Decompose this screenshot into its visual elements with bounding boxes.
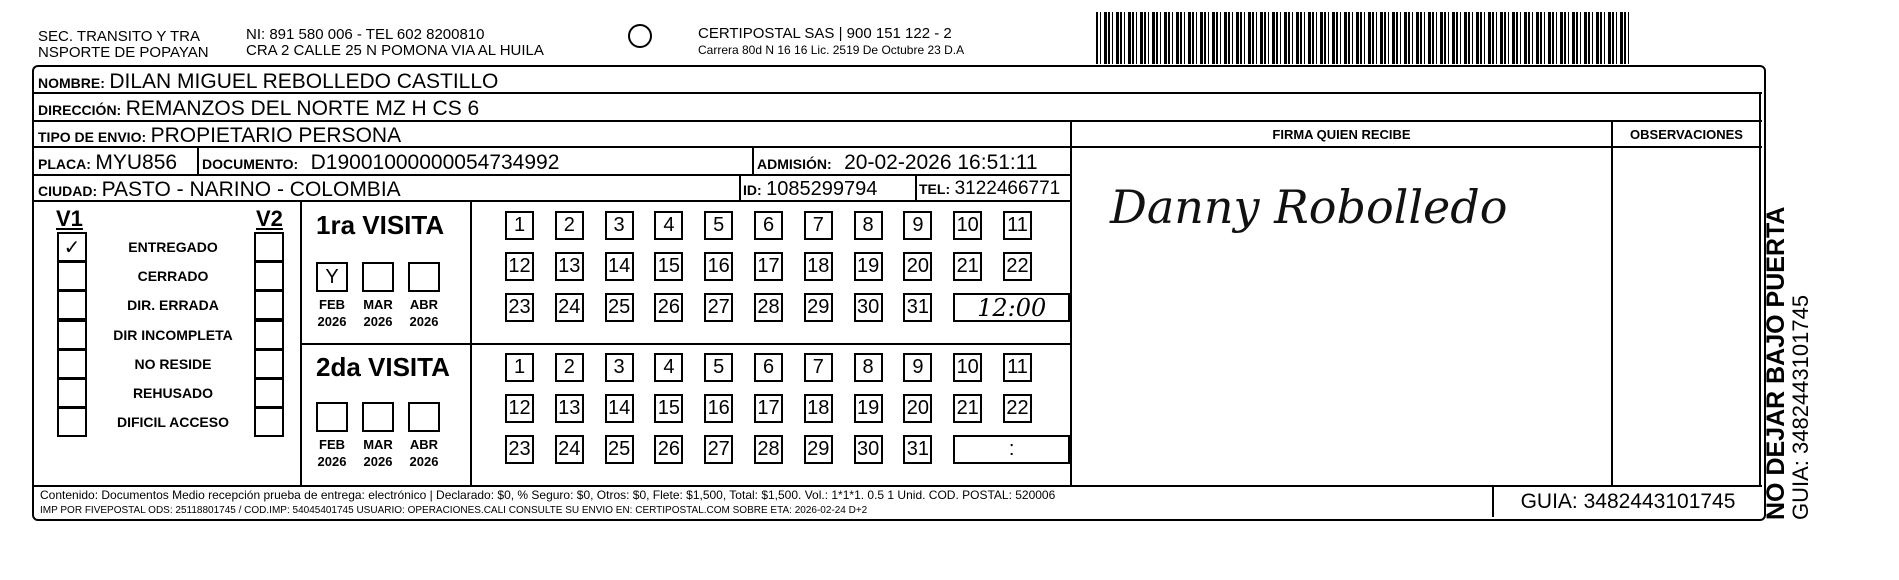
- visit2-month-name-1: MAR: [363, 437, 393, 452]
- visit2-month-box-1[interactable]: [362, 402, 394, 432]
- visit1-month-name-0: FEB: [319, 297, 345, 312]
- tel-row: [919, 178, 1060, 200]
- visit1-day-21[interactable]: 21: [953, 252, 982, 281]
- id-row: [743, 178, 877, 201]
- visit2-day-11[interactable]: 11: [1003, 353, 1032, 382]
- visit2-month-box-0[interactable]: [316, 402, 348, 432]
- status-label-5: REHUSADO: [132, 385, 214, 401]
- ciudad-value: PASTO - NARINO - COLOMBIA: [101, 178, 401, 201]
- documento-row: [202, 151, 559, 175]
- v1-checkbox-4[interactable]: [57, 349, 87, 379]
- v2-checkbox-1[interactable]: [254, 261, 284, 291]
- visit2-day-19[interactable]: 19: [854, 394, 883, 423]
- visit2-day-18[interactable]: 18: [804, 394, 833, 423]
- placa-value: MYU856: [95, 151, 178, 174]
- visit1-day-26[interactable]: 26: [654, 293, 683, 322]
- visit2-month-year-2: 2026: [409, 454, 439, 469]
- side-line2: GUIA: 3482443101745: [1788, 294, 1813, 520]
- visit1-month-name-2: ABR: [409, 297, 439, 312]
- status-label-2: DIR. ERRADA: [127, 297, 219, 314]
- visit2-time-box[interactable]: :: [953, 435, 1070, 464]
- visit1-month-year-1: 2026: [363, 314, 393, 329]
- side-text: [1762, 80, 1812, 520]
- direccion-value: REMANZOS DEL NORTE MZ H CS 6: [125, 97, 480, 120]
- visit1-title: 1ra VISITA: [316, 210, 445, 240]
- direccion-row: [38, 97, 479, 121]
- v2-checkbox-5[interactable]: [254, 378, 284, 408]
- nombre-label: NOMBRE:: [38, 75, 105, 91]
- visit1-day-30[interactable]: 30: [854, 293, 883, 322]
- status-label-1: CERRADO: [137, 268, 209, 285]
- v2-checkbox-0[interactable]: [254, 232, 284, 262]
- v1-checkbox-5[interactable]: [57, 378, 87, 408]
- visit1-day-9[interactable]: 9: [903, 211, 932, 240]
- barcode: [1096, 12, 1631, 64]
- visit2-day-4[interactable]: 4: [654, 353, 683, 382]
- nit-line2: CRA 2 CALLE 25 N POMONA VIA AL HUILA: [246, 42, 544, 59]
- visit2-day-26[interactable]: 26: [654, 435, 683, 464]
- admision-label: ADMISIÓN:: [757, 156, 832, 172]
- company-block: [698, 26, 964, 58]
- visit2-day-1[interactable]: 1: [505, 353, 534, 382]
- visit1-day-17[interactable]: 17: [754, 252, 783, 281]
- footer-line1: Contenido: Documentos Medio recepción prueba de entrega: electrónico | Declarado: $0, % Seguro: $0, Otros: $0, Flete: $1,500, Total: $1,500. Vol.: 1*1*1. 0.5 1 Unid. COD. POSTAL: 520006: [40, 488, 1056, 502]
- visit1-day-11[interactable]: 11: [1003, 211, 1032, 240]
- placa-label: PLACA:: [38, 156, 91, 172]
- v2-checkbox-3[interactable]: [254, 320, 284, 350]
- visit2-day-30[interactable]: 30: [854, 435, 883, 464]
- footer-line2: IMP POR FIVEPOSTAL ODS: 25118801745 / COD.IMP: 54045401745 USUARIO: OPERACIONES.CALI CONSULTE SU ENVIO EN: CERTIPOSTAL.COM SOBRE ETA: 2026-02-24 D+2: [40, 505, 868, 516]
- tipo-value: PROPIETARIO PERSONA: [150, 124, 402, 147]
- visit1-day-3[interactable]: 3: [605, 211, 634, 240]
- company-line1: CERTIPOSTAL SAS | 900 151 122 - 2: [698, 25, 952, 42]
- visit1-month-box-1[interactable]: [362, 262, 394, 292]
- visit1-day-27[interactable]: 27: [704, 293, 733, 322]
- company-line2: Carrera 80d N 16 16 Lic. 2519 De Octubre 23 D.A: [698, 43, 965, 57]
- visit2-day-9[interactable]: 9: [903, 353, 932, 382]
- tipo-row: [38, 124, 401, 148]
- v1-checkbox-2[interactable]: [57, 290, 87, 320]
- visit2-day-25[interactable]: 25: [605, 435, 634, 464]
- visit2-day-12[interactable]: 12: [505, 394, 534, 423]
- v2-checkbox-4[interactable]: [254, 349, 284, 379]
- id-label: ID:: [743, 182, 762, 198]
- visit1-month-name-1: MAR: [363, 297, 393, 312]
- visit1-month-year-2: 2026: [409, 314, 439, 329]
- v1-checkbox-1[interactable]: [57, 261, 87, 291]
- status-label-3: DIR INCOMPLETA: [113, 326, 233, 343]
- visit2-day-13[interactable]: 13: [555, 394, 584, 423]
- placa-row: [38, 151, 177, 175]
- visit2-month-name-0: FEB: [319, 437, 345, 452]
- visit1-day-18[interactable]: 18: [804, 252, 833, 281]
- visit1-day-29[interactable]: 29: [804, 293, 833, 322]
- visit1-day-2[interactable]: 2: [555, 211, 584, 240]
- direccion-label: DIRECCIÓN:: [38, 102, 122, 118]
- visit1-day-4[interactable]: 4: [654, 211, 683, 240]
- footer-guia: GUIA: 3482443101745: [1492, 487, 1762, 517]
- visit1-time-box[interactable]: 12:00: [953, 293, 1070, 322]
- v1-checkbox-6[interactable]: [57, 407, 87, 437]
- visit2-month-box-2[interactable]: [408, 402, 440, 432]
- visit2-day-28[interactable]: 28: [754, 435, 783, 464]
- visit1-day-1[interactable]: 1: [505, 211, 534, 240]
- visit2-day-5[interactable]: 5: [704, 353, 733, 382]
- visit2-day-16[interactable]: 16: [704, 394, 733, 423]
- visit2-day-27[interactable]: 27: [704, 435, 733, 464]
- admision-row: [757, 151, 1038, 175]
- sender-block: [38, 29, 209, 61]
- visit1-day-16[interactable]: 16: [704, 252, 733, 281]
- visit2-day-14[interactable]: 14: [605, 394, 634, 423]
- side-line1: NO DEJAR BAJO PUERTA: [1762, 206, 1790, 520]
- observaciones-header: OBSERVACIONES: [1630, 127, 1743, 142]
- v1-label: V1: [56, 206, 83, 231]
- visit2-day-23[interactable]: 23: [505, 435, 534, 464]
- visit1-day-12[interactable]: 12: [505, 252, 534, 281]
- visit2-day-17[interactable]: 17: [754, 394, 783, 423]
- nombre-value: DILAN MIGUEL REBOLLEDO CASTILLO: [109, 70, 499, 93]
- firma-header: FIRMA QUIEN RECIBE: [1272, 127, 1411, 142]
- visit1-month-box-2[interactable]: [408, 262, 440, 292]
- documento-value: D19001000000054734992: [310, 151, 560, 174]
- sender-line1: SEC. TRANSITO Y TRA: [38, 28, 200, 45]
- status-label-6: DIFICIL ACCESO: [116, 414, 229, 431]
- visit1-day-28[interactable]: 28: [754, 293, 783, 322]
- visit1-day-7[interactable]: 7: [804, 211, 833, 240]
- status-label-4: NO RESIDE: [134, 355, 212, 372]
- nit-block: [246, 27, 544, 59]
- visit2-day-6[interactable]: 6: [754, 353, 783, 382]
- visit2-day-31[interactable]: 31: [903, 435, 932, 464]
- tel-label: TEL:: [919, 181, 951, 197]
- nit-line1: NI: 891 580 006 - TEL 602 8200810: [246, 26, 485, 43]
- v2-checkbox-6[interactable]: [254, 407, 284, 437]
- visit1-day-25[interactable]: 25: [605, 293, 634, 322]
- visit1-day-13[interactable]: 13: [555, 252, 584, 281]
- documento-label: DOCUMENTO:: [202, 156, 299, 172]
- visit1-day-6[interactable]: 6: [754, 211, 783, 240]
- visit2-day-8[interactable]: 8: [854, 353, 883, 382]
- visit1-day-14[interactable]: 14: [605, 252, 634, 281]
- tel-value: 3122466771: [954, 178, 1061, 199]
- admision-value: 20-02-2026 16:51:11: [844, 151, 1038, 174]
- visit2-month-year-0: 2026: [317, 454, 347, 469]
- visit2-day-22[interactable]: 22: [1003, 394, 1032, 423]
- ciudad-row: [38, 178, 401, 202]
- v1-checkbox-0[interactable]: ✓: [57, 232, 87, 262]
- visit1-month-box-0[interactable]: Y: [316, 262, 348, 292]
- v2-checkbox-2[interactable]: [254, 290, 284, 320]
- visit2-day-21[interactable]: 21: [953, 394, 982, 423]
- visit1-day-10[interactable]: 10: [953, 211, 982, 240]
- visit1-day-20[interactable]: 20: [903, 252, 932, 281]
- visit2-day-7[interactable]: 7: [804, 353, 833, 382]
- visit2-day-2[interactable]: 2: [555, 353, 584, 382]
- id-value: 1085299794: [766, 178, 878, 200]
- visit2-month-name-2: ABR: [409, 437, 439, 452]
- visit1-day-8[interactable]: 8: [854, 211, 883, 240]
- visit1-day-22[interactable]: 22: [1003, 252, 1032, 281]
- visit2-month-year-1: 2026: [363, 454, 393, 469]
- logo-icon: [628, 24, 652, 48]
- visit1-day-24[interactable]: 24: [555, 293, 584, 322]
- visit2-title: 2da VISITA: [316, 352, 450, 382]
- v2-label: V2: [256, 206, 283, 231]
- visit1-day-23[interactable]: 23: [505, 293, 534, 322]
- visit1-day-31[interactable]: 31: [903, 293, 932, 322]
- status-label-0: ENTREGADO: [128, 239, 218, 255]
- signature: Danny Robolledo: [1110, 180, 1508, 234]
- visit2-day-3[interactable]: 3: [605, 353, 634, 382]
- sender-line2: NSPORTE DE POPAYAN: [38, 44, 209, 61]
- nombre-row: [38, 70, 498, 94]
- tipo-label: TIPO DE ENVIO:: [38, 129, 147, 145]
- visit2-day-29[interactable]: 29: [804, 435, 833, 464]
- visit2-day-20[interactable]: 20: [903, 394, 932, 423]
- visit2-day-10[interactable]: 10: [953, 353, 982, 382]
- v1-checkbox-3[interactable]: [57, 320, 87, 350]
- visit1-day-15[interactable]: 15: [654, 252, 683, 281]
- visit2-day-24[interactable]: 24: [555, 435, 584, 464]
- visit1-day-19[interactable]: 19: [854, 252, 883, 281]
- ciudad-label: CIUDAD:: [38, 183, 98, 199]
- visit1-day-5[interactable]: 5: [704, 211, 733, 240]
- visit1-month-year-0: 2026: [317, 314, 347, 329]
- visit2-day-15[interactable]: 15: [654, 394, 683, 423]
